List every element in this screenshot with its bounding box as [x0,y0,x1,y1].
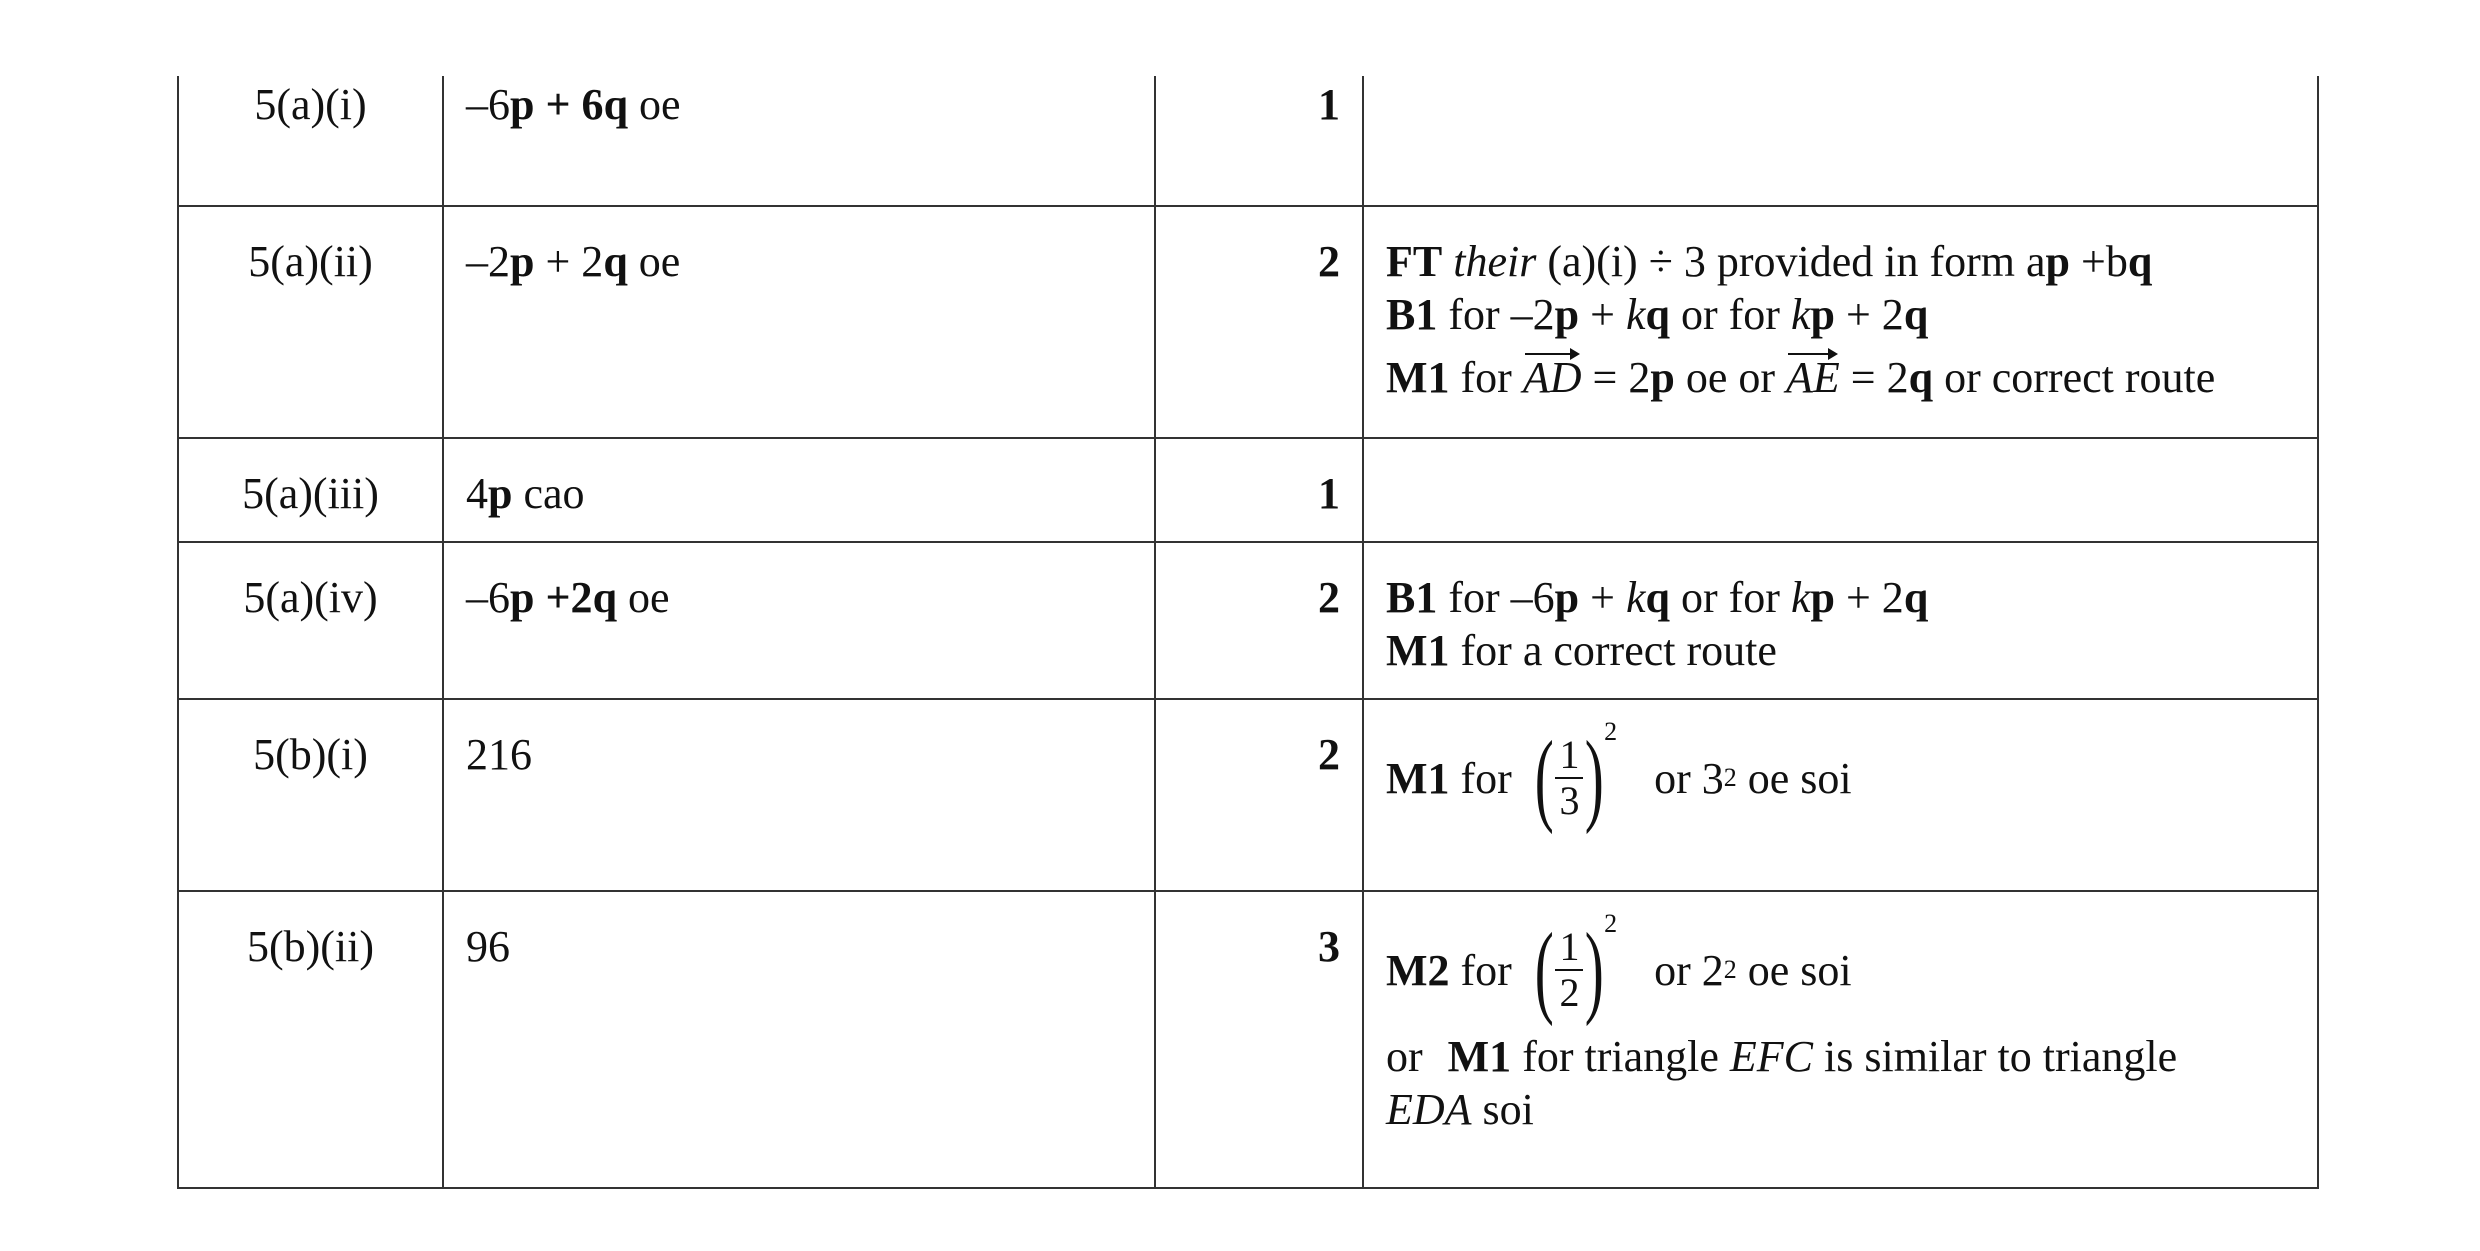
guidance-part: soi [1471,1085,1534,1134]
fraction-denominator: 3 [1559,778,1580,823]
guidance-part: for [1449,353,1523,402]
mark-code: M1 [1386,753,1450,803]
scalar-k: k [1625,290,1646,339]
fraction-expression [1527,909,1618,1027]
guidance-cell [1363,438,2318,542]
answer-text: 96 [466,922,510,971]
question-number: 5(a)(iii) [242,469,379,518]
table-row [178,438,2318,542]
triangle-name: EDA [1386,1085,1472,1134]
table-row [178,699,2318,891]
marks-cell [1155,76,1363,206]
guidance-part: for –2 [1437,290,1555,339]
vector-p: p [1650,353,1675,402]
answer-cell [443,542,1155,699]
question-number: 5(a)(iv) [243,573,378,622]
guidance-part: + [1579,290,1626,339]
guidance-text [1386,207,2307,404]
exponent: 2 [1604,717,1618,746]
marks-cell [1155,542,1363,699]
fraction-numerator: 1 [1555,733,1583,779]
vector-q: q [1645,290,1670,339]
scalar-k: k [1790,573,1811,622]
exponent: 2 [1604,909,1618,938]
guidance-part: or 3 [1643,753,1724,803]
guidance-part: or correct route [1944,353,2216,402]
guidance-part: or [1386,1032,1434,1081]
guidance-part: or 2 [1643,945,1724,995]
question-number: 5(a)(i) [254,80,367,129]
mark-code: M1 [1386,353,1450,402]
guidance-part: + 2 [1834,573,1904,622]
marks-cell [1155,438,1363,542]
guidance-cell [1363,206,2318,438]
vector-p: p [488,469,513,518]
question-number: 5(b)(ii) [246,922,375,971]
guidance-part: for triangle [1511,1032,1730,1081]
answer-part: 4 [466,469,488,518]
answer-part: oe [617,573,670,622]
triangle-name: EFC [1729,1032,1813,1081]
answer-part: oe [628,80,681,129]
guidance-text [1386,700,2307,835]
table-row [178,206,2318,438]
answer-cell [443,438,1155,542]
answer-part: cao [512,469,585,518]
mark-code: M1 [1447,1032,1512,1081]
answer-text [466,76,1154,131]
guidance-cell [1363,891,2318,1188]
guidance-part: for –6 [1437,573,1555,622]
answer-cell [443,891,1155,1188]
vector-p: p [510,573,535,622]
mark-code: B1 [1386,290,1438,339]
guidance-line [1386,717,2307,835]
fraction-denominator: 2 [1559,970,1580,1015]
mark-code: B1 [1386,573,1438,622]
guidance-line [1386,1030,2307,1083]
answer-cell [443,206,1155,438]
marks-value: 1 [1318,469,1340,518]
question-cell [178,76,443,206]
exponent: 2 [1723,763,1737,792]
guidance-line [1386,909,2307,1027]
vector-q: q [2127,237,2153,286]
exponent: 2 [1723,955,1737,984]
answer-text [466,543,1154,624]
marks-cell [1155,699,1363,891]
guidance-part: = 2 [1581,353,1651,402]
scalar-k: k [1625,573,1646,622]
vector-p: p [510,80,535,129]
guidance-part: oe or [1685,353,1786,402]
fraction-expression [1527,717,1618,835]
guidance-part: for [1449,753,1523,803]
mark-code: M1 [1386,626,1450,675]
guidance-cell [1363,542,2318,699]
guidance-line [1386,1083,2307,1136]
vector-q: q [1903,290,1929,339]
guidance-part: for [1449,945,1523,995]
vector-p: p [510,237,535,286]
scalar-k: k [1790,290,1811,339]
guidance-cell [1363,76,2318,206]
answer-cell [443,76,1155,206]
vector-p: p [1554,290,1580,339]
marks-value: 2 [1318,730,1340,779]
vector-p: p [2045,237,2071,286]
guidance-cell [1363,699,2318,891]
guidance-line [1386,351,2307,404]
guidance-line [1386,235,2307,288]
marks-value: 1 [1318,80,1340,129]
guidance-part: or for [1670,290,1791,339]
question-cell [178,438,443,542]
answer-text [466,439,1154,520]
vector-ae: AE [1786,353,1840,402]
table-row [178,76,2318,206]
answer-text: 216 [466,730,532,779]
answer-part: + 2 [534,237,604,286]
guidance-part: oe soi [1736,753,1852,803]
mark-code: M2 [1386,945,1450,995]
guidance-part: + [1579,573,1626,622]
fraction [1555,925,1583,1015]
guidance-line [1386,624,2307,677]
guidance-text [1386,892,2307,1136]
guidance-part: for a correct route [1449,626,1777,675]
right-paren: ) [1585,720,1605,835]
vector-q: q [603,237,628,286]
answer-cell [443,699,1155,891]
question-number: 5(b)(i) [253,730,368,779]
mark-code: FT [1386,237,1443,286]
vector-q: q [1903,573,1929,622]
vector-p: p [1810,290,1835,339]
vector-q: q [1645,573,1670,622]
table-row [178,891,2318,1188]
fraction-numerator: 1 [1555,925,1583,971]
left-paren: ( [1534,720,1554,835]
question-cell [178,206,443,438]
guidance-part: or for [1670,573,1791,622]
vector-p: p [1554,573,1580,622]
left-paren: ( [1534,912,1554,1027]
vector-q: q [592,573,618,622]
answer-part: –2 [466,237,510,286]
question-cell [178,699,443,891]
guidance-italic: their [1453,237,1537,286]
answer-part: + 6 [534,80,604,129]
answer-part: –6 [466,573,510,622]
question-number: 5(a)(ii) [248,237,373,286]
guidance-part: (a)(i) ÷ 3 provided in form a [1536,237,2046,286]
question-cell [178,891,443,1188]
table-row [178,542,2318,699]
marks-value: 2 [1318,573,1340,622]
answer-text [466,207,1154,288]
guidance-part: is similar to triangle [1813,1032,2178,1081]
question-cell [178,542,443,699]
vector-q: q [1908,353,1934,402]
vector-q: q [603,80,629,129]
guidance-part: +b [2070,237,2128,286]
mark-scheme-table [177,76,2319,1189]
marks-value: 2 [1318,237,1340,286]
vector-ad: AD [1522,353,1582,402]
answer-part: oe [627,237,681,286]
vector-p: p [1810,573,1835,622]
guidance-line [1386,288,2307,341]
guidance-part: oe soi [1736,945,1852,995]
guidance-line [1386,571,2307,624]
right-paren: ) [1585,912,1605,1027]
guidance-part: = 2 [1839,353,1909,402]
answer-part: +2 [534,573,593,622]
answer-part: –6 [466,80,510,129]
fraction [1555,733,1583,823]
marks-value: 3 [1318,922,1340,971]
marks-cell [1155,891,1363,1188]
marks-cell [1155,206,1363,438]
guidance-text [1386,543,2307,677]
guidance-part: + 2 [1834,290,1904,339]
